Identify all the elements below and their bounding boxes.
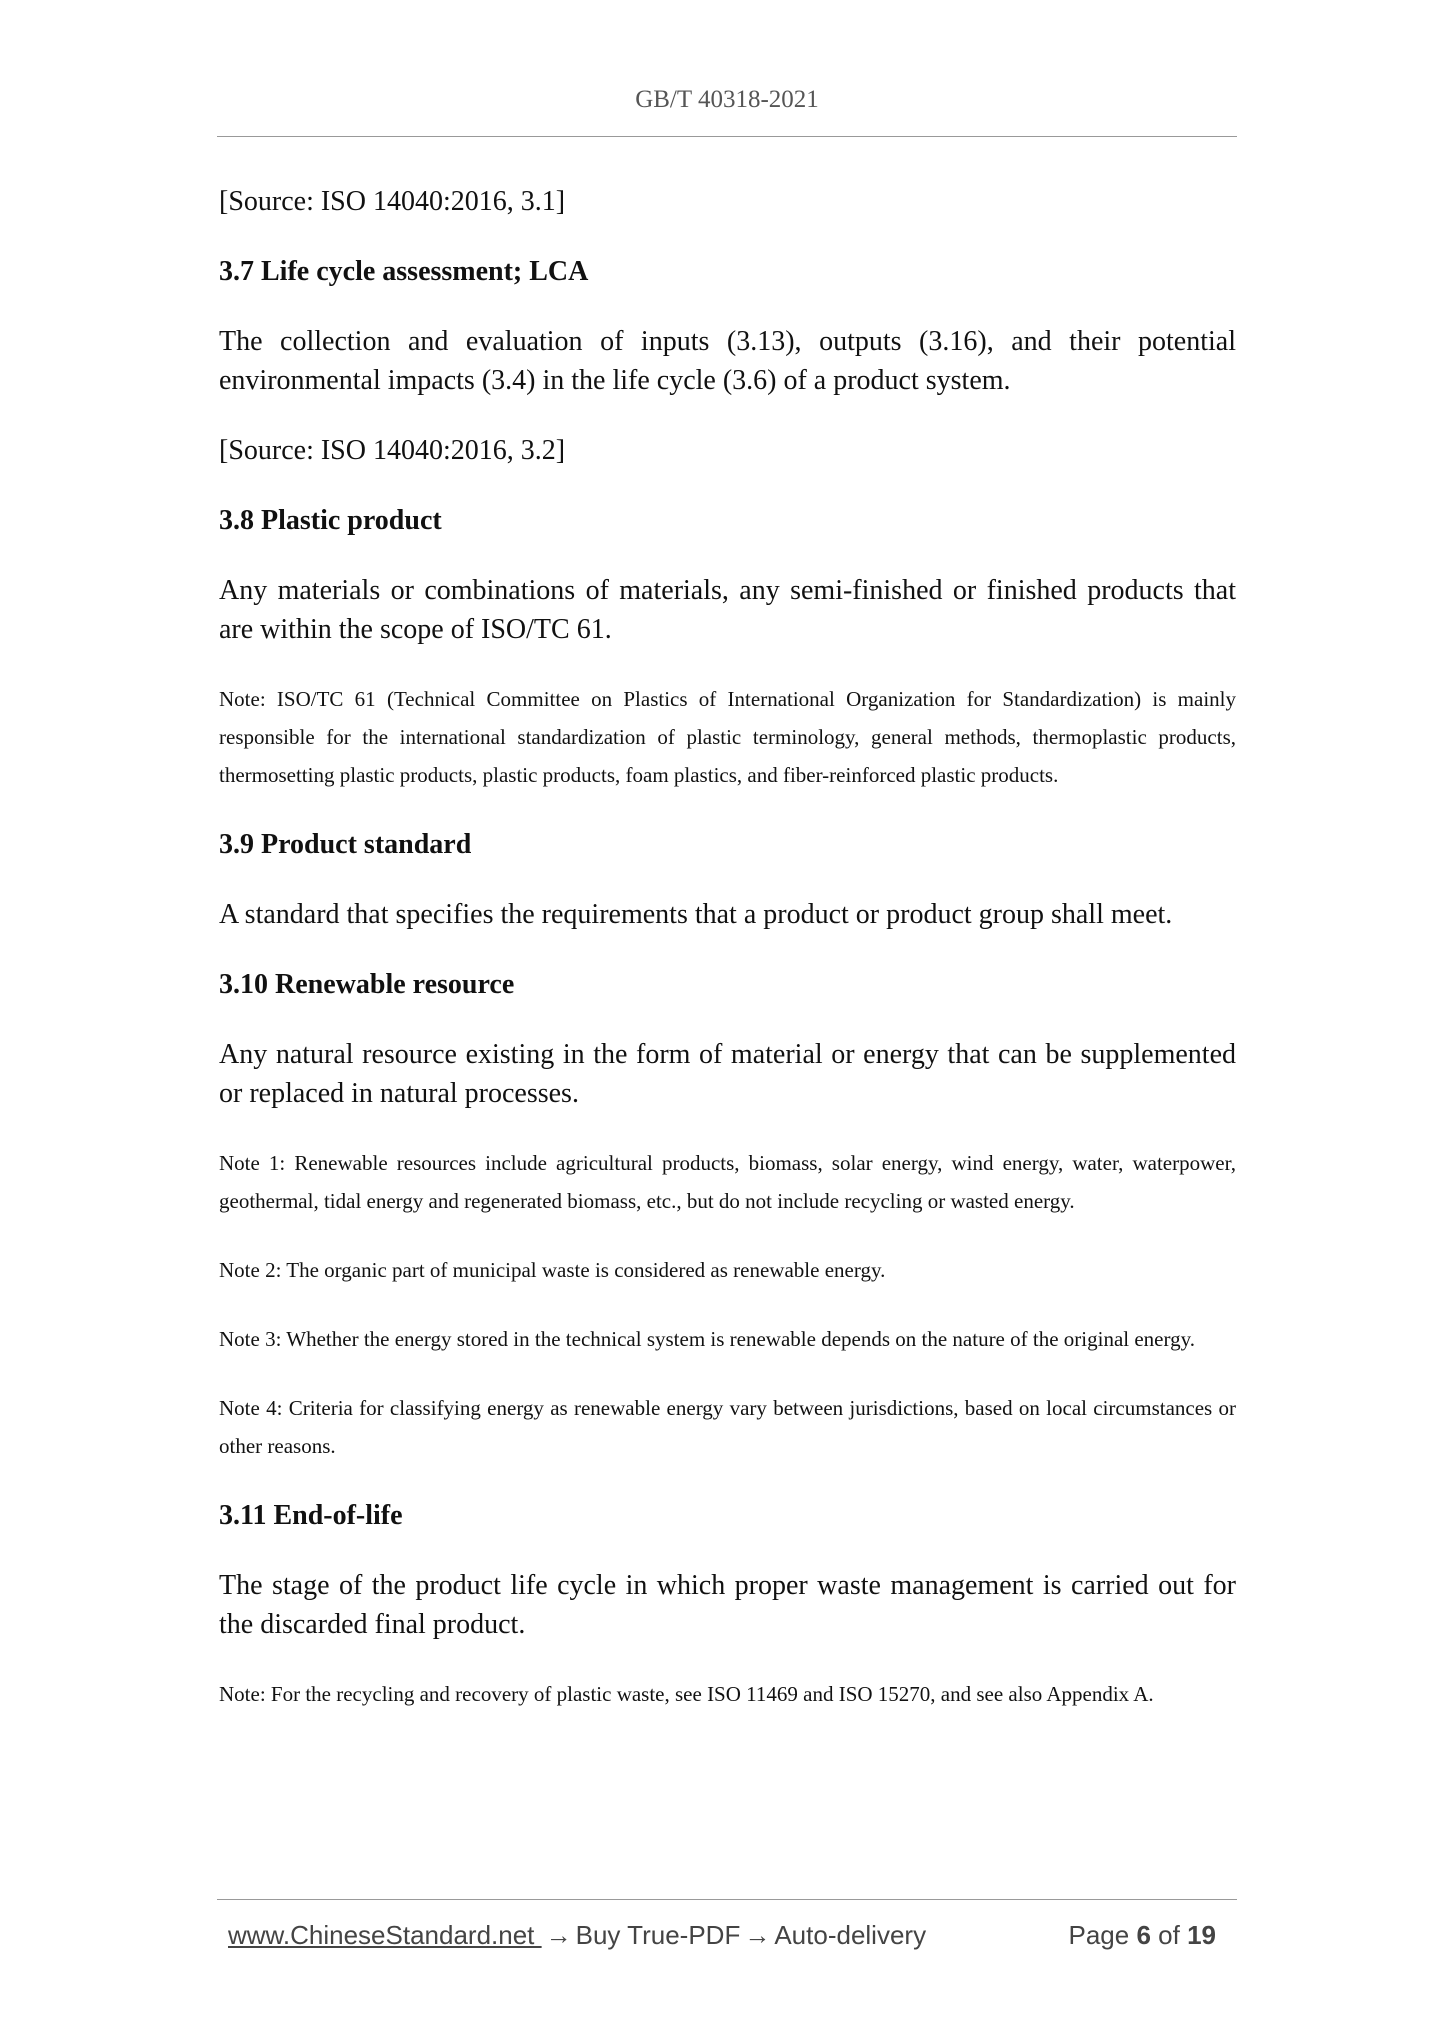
section-3-10-note-2: Note 2: The organic part of municipal waste is considered as renewable energy. <box>219 1258 886 1282</box>
section-3-10-definition: Any natural resource existing in the form of material or energy that can be supplemented or replaced in natural processes. <box>219 1039 1236 1109</box>
section-3-8-definition: Any materials or combinations of materials, any semi-finished or finished products that are within the scope of ISO/TC 61. <box>219 575 1236 645</box>
section-3-10-note-1: Note 1: Renewable resources include agricultural products, biomass, solar energy, wind energy, water, waterpower, geothermal, tidal energy and regenerated biomass, etc., but do not include recycling or wasted energy. <box>219 1151 1236 1213</box>
footer-promo <box>228 1920 926 1951</box>
section-3-10-note-4: Note 4: Criteria for classifying energy as renewable energy vary between jurisdictions, based on local circumstances or other reasons. <box>219 1396 1236 1458</box>
buy-true-pdf-label: Buy True-PDF <box>575 1920 741 1950</box>
page-label: Page <box>1068 1920 1130 1950</box>
total-pages-number: 19 <box>1187 1920 1216 1950</box>
section-3-10-note-3: Note 3: Whether the energy stored in the technical system is renewable depends on the nature of the original energy. <box>219 1327 1195 1351</box>
page-content <box>219 182 1236 1713</box>
section-3-7-heading: 3.7 Life cycle assessment; LCA <box>219 256 589 287</box>
source-reference-2: [Source: ISO 14040:2016, 3.2] <box>219 435 566 466</box>
header-divider <box>217 136 1237 137</box>
page-of-label: of <box>1158 1920 1180 1950</box>
section-3-7-definition: The collection and evaluation of inputs (3.13), outputs (3.16), and their potential environmental impacts (3.4) in the life cycle (3.6) of a product system. <box>219 326 1236 396</box>
page-indicator <box>1068 1920 1216 1951</box>
section-3-10-heading: 3.10 Renewable resource <box>219 969 515 1000</box>
section-3-11-heading: 3.11 End-of-life <box>219 1500 403 1531</box>
arrow-right-icon: → <box>545 1920 572 1950</box>
section-3-11-definition: The stage of the product life cycle in which proper waste management is carried out for the discarded final product. <box>219 1570 1236 1640</box>
site-link[interactable]: www.ChineseStandard.net <box>228 1920 542 1950</box>
document-code-header: GB/T 40318-2021 <box>635 86 819 113</box>
section-3-9-definition: A standard that specifies the requirements that a product or product group shall meet. <box>219 899 1173 930</box>
section-3-8-note: Note: ISO/TC 61 (Technical Committee on Plastics of International Organization for Standardization) is mainly responsible for the international standardization of plastic terminology, general methods, thermoplastic products, thermosetting plastic products, plastic products, foam plastics, and fiber-reinforced plastic products. <box>219 687 1236 787</box>
arrow-right-icon: → <box>744 1920 771 1950</box>
section-3-9-heading: 3.9 Product standard <box>219 829 472 860</box>
source-reference-1: [Source: ISO 14040:2016, 3.1] <box>219 186 566 217</box>
section-3-11-note: Note: For the recycling and recovery of plastic waste, see ISO 11469 and ISO 15270, and see also Appendix A. <box>219 1682 1154 1706</box>
section-3-8-heading: 3.8 Plastic product <box>219 505 442 536</box>
auto-delivery-label: Auto-delivery <box>774 1920 927 1950</box>
footer-divider <box>217 1899 1237 1900</box>
current-page-number: 6 <box>1136 1920 1151 1950</box>
